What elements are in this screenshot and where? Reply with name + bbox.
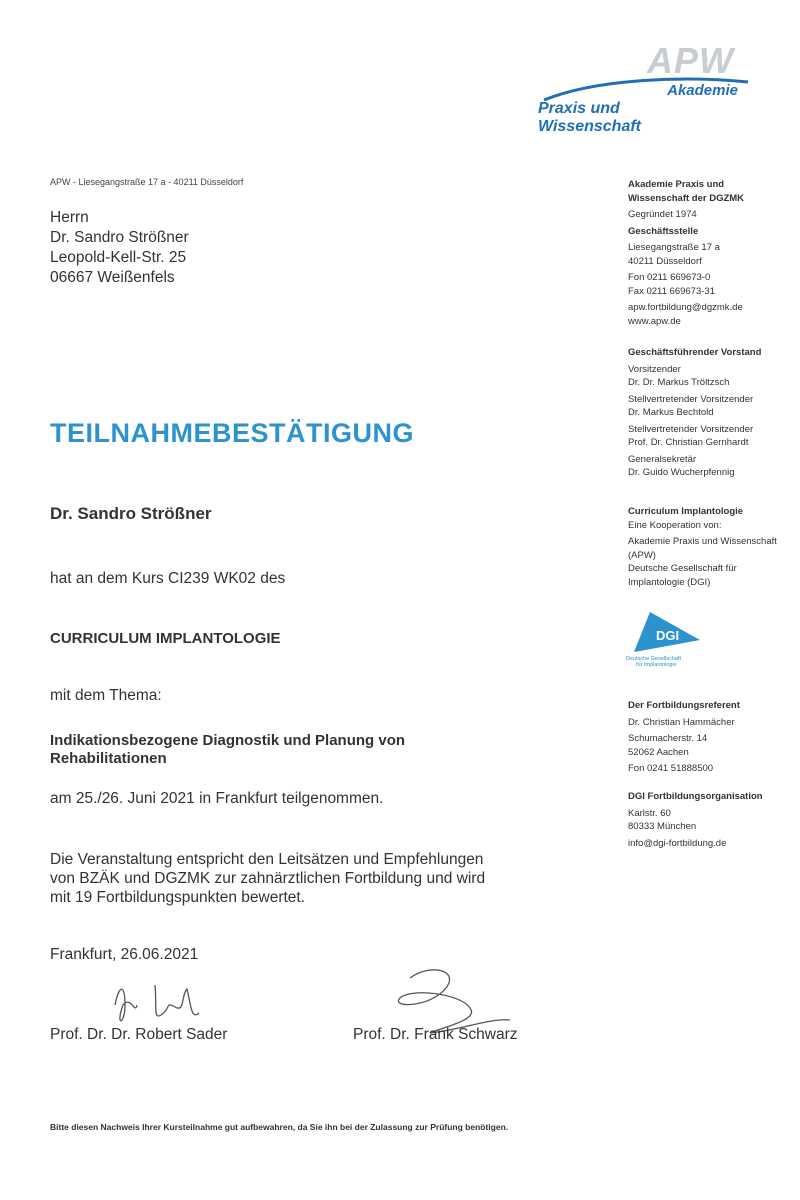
recipient-name: Dr. Sandro Strößner bbox=[50, 229, 189, 246]
office-fax: Fax 0211 669673-31 bbox=[628, 285, 715, 297]
sidebar-board bbox=[628, 346, 761, 480]
chair-name: Dr. Dr. Markus Tröltzsch bbox=[628, 377, 730, 388]
dgi-org-heading: DGI Fortbildungsorganisation bbox=[628, 791, 763, 802]
org-founded: Gegründet 1974 bbox=[628, 209, 697, 220]
recipient-salutation: Herrn bbox=[50, 209, 89, 226]
sidebar-curriculum bbox=[628, 505, 777, 589]
statement-line-2: von BZÄK und DGZMK zur zahnärztlichen Fortbildung und wird bbox=[50, 870, 486, 887]
org-line-1: Akademie Praxis und bbox=[628, 179, 725, 190]
recipient-street: Leopold-Kell-Str. 25 bbox=[50, 249, 187, 266]
board-heading: Geschäftsführender Vorstand bbox=[628, 347, 762, 358]
vice2-name: Prof. Dr. Christian Gernhardt bbox=[628, 437, 749, 448]
secretary-name: Dr. Guido Wucherpfennig bbox=[628, 467, 735, 478]
vice1-role: Stellvertretender Vorsitzender bbox=[628, 393, 754, 405]
referent-city: 52062 Aachen bbox=[628, 746, 689, 758]
course-line: hat an dem Kurs CI239 WK02 des bbox=[50, 570, 286, 587]
office-web: www.apw.de bbox=[628, 315, 681, 327]
office-phone: Fon 0211 669673-0 bbox=[628, 272, 711, 283]
signatory-right: Prof. Dr. Frank Schwarz bbox=[353, 1026, 518, 1043]
curriculum-line-1: Eine Kooperation von: bbox=[628, 519, 722, 531]
referent-name: Dr. Christian Hammächer bbox=[628, 716, 735, 728]
svg-text:DGI: DGI bbox=[656, 628, 680, 643]
referent-street: Schumacherstr. 14 bbox=[628, 733, 708, 744]
topic-line-2: Rehabilitationen bbox=[50, 750, 167, 767]
recipient-address bbox=[50, 208, 189, 288]
org-line-2: Wissenschaft der DGZMK bbox=[628, 192, 745, 204]
dgi-org-street: Karlstr. 60 bbox=[628, 807, 671, 819]
footer-note: Bitte diesen Nachweis Ihrer Kursteilnahme gut aufbewahren, da Sie ihn bei der Zulassung zur Prüfung benötigen. bbox=[50, 1122, 509, 1132]
sidebar-org bbox=[628, 178, 744, 328]
referent-phone: Fon 0241 51888500 bbox=[628, 763, 714, 774]
office-email: apw.fortbildung@dgzmk.de bbox=[628, 302, 743, 313]
chair-role: Vorsitzender bbox=[628, 363, 681, 375]
office-street: Liesegangstraße 17 a bbox=[628, 242, 720, 253]
office-heading: Geschäftsstelle bbox=[628, 225, 699, 237]
curriculum-name: CURRICULUM IMPLANTOLOGIE bbox=[50, 630, 281, 647]
dgi-logo-sub-1: Deutsche Gesellschaft bbox=[626, 656, 682, 662]
theme-line: mit dem Thema: bbox=[50, 687, 162, 704]
dgi-logo-sub-2: für Implantologie bbox=[636, 662, 677, 668]
curriculum-heading: Curriculum Implantologie bbox=[628, 506, 744, 517]
logo-line-1: Akademie bbox=[667, 82, 738, 99]
logo-line-2: Praxis und Wissenschaft bbox=[538, 100, 641, 135]
recipient-city: 06667 Weißenfels bbox=[50, 269, 175, 286]
office-city: 40211 Düsseldorf bbox=[628, 255, 702, 267]
curriculum-line-2: Akademie Praxis und Wissenschaft bbox=[628, 536, 777, 547]
curriculum-line-4: Deutsche Gesellschaft für bbox=[628, 563, 737, 574]
place-date: Frankfurt, 26.06.2021 bbox=[50, 946, 199, 963]
secretary-role: Generalsekretär bbox=[628, 453, 697, 465]
dgi-logo bbox=[626, 608, 706, 672]
participant-name: Dr. Sandro Strößner bbox=[50, 504, 212, 523]
dgi-triangle-icon bbox=[626, 608, 706, 656]
referent-heading: Der Fortbildungsreferent bbox=[628, 700, 740, 711]
sidebar-dgi-org bbox=[628, 790, 763, 850]
dgi-org-email: info@dgi-fortbildung.de bbox=[628, 837, 727, 849]
topic-line-1: Indikationsbezogene Diagnostik und Planung von bbox=[50, 732, 406, 749]
sidebar-referent bbox=[628, 699, 740, 776]
statement-line-1: Die Veranstaltung entspricht den Leitsätzen und Empfehlungen bbox=[50, 851, 484, 868]
logo-abbr: APW bbox=[647, 40, 734, 81]
date-line: am 25./26. Juni 2021 in Frankfurt teilgenommen. bbox=[50, 790, 384, 807]
statement-line-3: mit 19 Fortbildungspunkten bewertet. bbox=[50, 889, 306, 906]
dgi-org-city: 80333 München bbox=[628, 821, 697, 832]
signatory-left: Prof. Dr. Dr. Robert Sader bbox=[50, 1026, 228, 1043]
vice1-name: Dr. Markus Bechtold bbox=[628, 407, 714, 418]
course-topic bbox=[50, 732, 405, 768]
sender-line: APW - Liesegangstraße 17 a - 40211 Düsseldorf bbox=[50, 177, 244, 187]
curriculum-line-3: (APW) bbox=[628, 549, 656, 561]
statement bbox=[50, 850, 570, 907]
curriculum-line-5: Implantologie (DGI) bbox=[628, 576, 711, 588]
document-title: TEILNAHMEBESTÄTIGUNG bbox=[50, 418, 414, 448]
apw-logo bbox=[538, 38, 788, 135]
vice2-role: Stellvertretender Vorsitzender bbox=[628, 423, 754, 435]
